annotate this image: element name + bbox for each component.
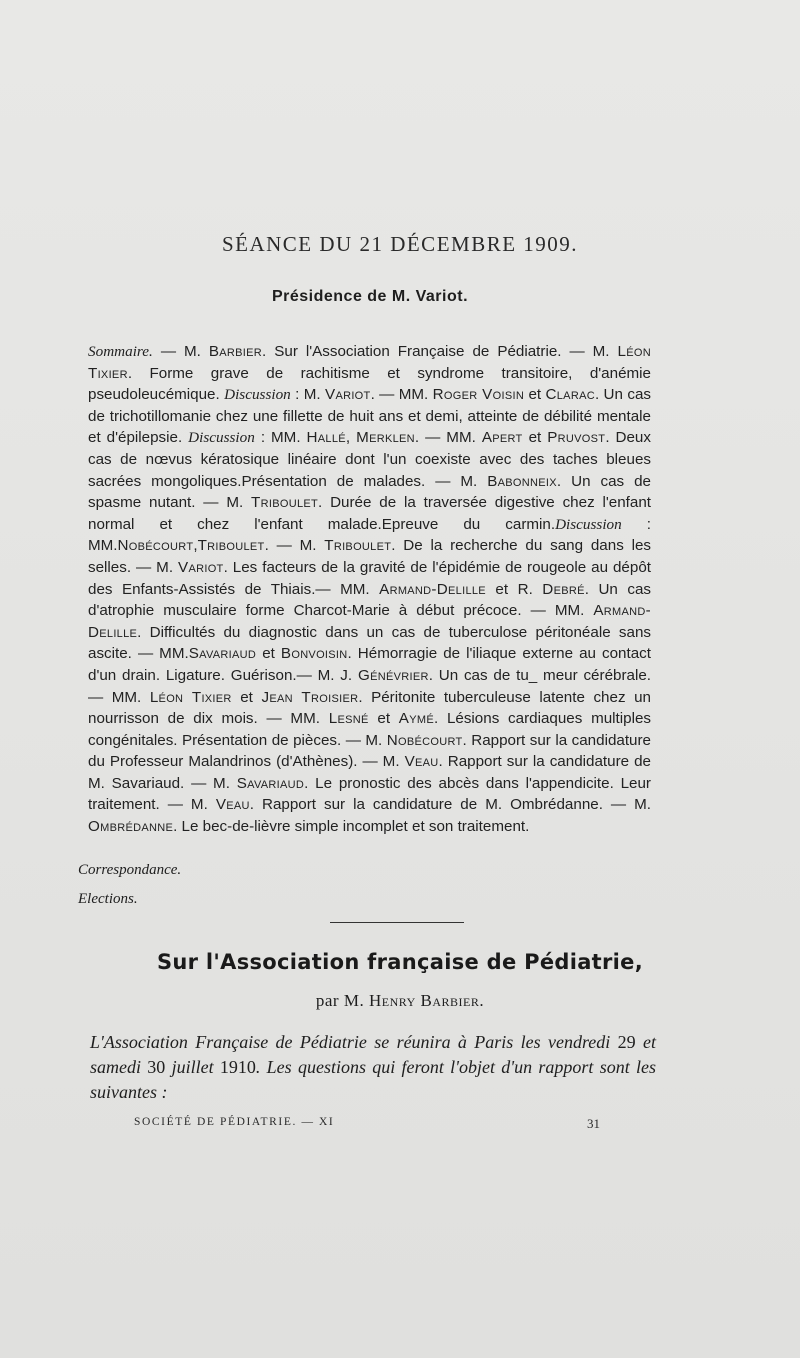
- sommaire-run: Pruvost: [547, 429, 606, 447]
- sommaire-run: et: [256, 645, 281, 663]
- byline-author: Henry Barbier.: [368, 991, 485, 1010]
- sommaire-run: Savariaud: [236, 774, 305, 792]
- sommaire-run: Armand-Delille: [379, 580, 486, 598]
- sommaire-run: Discussion: [224, 386, 291, 404]
- sommaire-run: . Forme grave de rachitisme et syndrome transitoire, d'anémie pseudoleucémique.: [88, 364, 651, 404]
- byline: [0, 991, 800, 1011]
- sommaire-run: : MM.: [254, 429, 307, 447]
- sommaire-run: Savariaud: [188, 645, 257, 663]
- sommaire-run: . De la recherche du sang dans les selles. — M.: [88, 537, 651, 576]
- sommaire-run: . — MM.: [414, 429, 482, 447]
- sommaire-run: : M.: [290, 386, 326, 404]
- seance-title: SÉANCE DU 21 DÉCEMBRE 1909.: [221, 232, 579, 256]
- sommaire-run: Sommaire.: [88, 343, 153, 360]
- sommaire-run: Triboulet: [251, 494, 319, 512]
- sommaire-run: Triboulet: [197, 537, 265, 555]
- sommaire-run: . Le bec-de-lièvre simple incomplet et son traitement.: [173, 818, 530, 836]
- sommaire-run: . Péritonite tuberculeuse latente chez un nourrisson de dix mois. — MM.: [88, 688, 651, 728]
- sommaire-run: . Un cas de trichotillomanie chez une fillette de huit ans et demi, atteinte de débilité mentale et d'épilepsie.: [88, 386, 651, 447]
- sommaire-run: : MM.: [88, 515, 651, 555]
- sommaire-run: Discussion: [188, 429, 255, 447]
- correspondance-label: Correspondance.: [78, 862, 182, 878]
- sommaire-run: Apert: [481, 429, 523, 447]
- sommaire-run: . Rapport sur la candidature du Professeur Malandrinos (d'Athènes). — M.: [88, 731, 652, 771]
- sommaire-run: . Le pronostic des abcès dans l'appendicite. Leur traitement. — M.: [88, 774, 651, 814]
- sommaire-run: Clarac: [545, 386, 595, 404]
- body-run: juillet: [165, 1057, 220, 1077]
- sommaire-run: . Deux cas de nœvus kératosique linéaire dont l'un coexiste avec des taches bleues sacrées mongoliques.Présentation de malades. — M.: [88, 429, 651, 490]
- sommaire-run: . Durée de la traversée digestive chez l'enfant normal et chez l'enfant malade.Epreuve du carmin.: [88, 494, 652, 533]
- sommaire-run: Ombrédanne: [88, 818, 174, 836]
- sommaire-run: Roger Voisin: [432, 386, 525, 404]
- sommaire-run: . Difficultés du diagnostic dans un cas de tuberculose péritonéale sans ascite. — MM.: [88, 623, 651, 663]
- body-run: 1910: [219, 1057, 256, 1077]
- sommaire-run: . Lésions cardiaques multiples congénitales. Présentation de pièces. — M.: [88, 710, 652, 749]
- sommaire-run: Merklen: [356, 429, 415, 447]
- sommaire-run: Variot: [178, 558, 224, 576]
- sommaire-run: . Un cas d'atrophie musculaire forme Charcot-Marie à début précoce. — MM.: [88, 580, 651, 620]
- sommaire-run: . — MM.: [370, 386, 433, 404]
- body-run: et samedi: [90, 1032, 656, 1077]
- byline-prefix: par M.: [315, 991, 369, 1010]
- footer-journal: SOCIÉTÉ DE PÉDIATRIE. — XI: [134, 1116, 335, 1128]
- sommaire-run: . — M.: [264, 537, 325, 555]
- sommaire-run: Bonvoisin: [280, 645, 348, 663]
- sommaire-run: . Les facteurs de la gravité de l'épidémie de rougeole au dépôt des Enfants-Assistés de Thiais.— MM.: [88, 558, 651, 598]
- sommaire-run: . Sur l'Association Française de Pédiatrie. — M.: [262, 343, 618, 360]
- page-number: 31: [587, 1116, 600, 1131]
- sommaire-run: Lesné: [328, 710, 369, 728]
- sommaire-run: Armand-Delille: [88, 602, 651, 641]
- sommaire-run: . Hémorragie de l'iliaque externe au contact d'un drain. Ligature. Guérison.— M. J.: [88, 645, 651, 684]
- sommaire-run: Discussion: [555, 515, 622, 533]
- body-run: . Les questions qui feront l'objet d'un rapport sont les suivantes :: [90, 1057, 657, 1102]
- sommaire-run: . Rapport sur la candidature de M. Ombrédanne. — M.: [249, 796, 651, 814]
- sommaire-run: ,: [345, 429, 357, 447]
- sommaire-paragraph: [88, 341, 651, 838]
- sommaire-run: et: [522, 429, 548, 447]
- elections-label: Elections.: [78, 891, 138, 907]
- page-footer: [134, 1116, 600, 1131]
- sommaire-run: Triboulet: [324, 537, 392, 555]
- sommaire-run: Jean Troisier: [261, 688, 359, 706]
- presidence-heading: Présidence de M. Variot.: [271, 288, 469, 305]
- sommaire-run: . Un cas de spasme nutant. — M.: [88, 472, 651, 512]
- sommaire-run: et R.: [485, 580, 543, 598]
- sommaire-run: Variot: [325, 386, 371, 404]
- sommaire-run: . Un cas de tu_ meur cérébrale. — MM.: [88, 666, 652, 706]
- sommaire-run: et: [231, 688, 262, 706]
- section-divider: [330, 922, 464, 923]
- sommaire-run: Léon Tixier: [149, 688, 232, 706]
- sommaire-run: Léon Tixier: [88, 343, 651, 382]
- sommaire-run: et: [368, 710, 399, 728]
- sommaire-run: Nobécourt: [117, 537, 194, 555]
- sommaire-run: . Rapport sur la candidature de M. Savariaud. — M.: [88, 753, 651, 792]
- sommaire-run: Barbier: [208, 343, 263, 360]
- article-title: Sur l'Association française de Pédiatrie,: [156, 950, 643, 974]
- body-run: 30: [147, 1057, 166, 1077]
- sommaire-run: Debré: [542, 580, 585, 598]
- sommaire-run: Babonneix: [487, 472, 557, 490]
- sommaire-run: Aymé: [398, 710, 434, 728]
- sommaire-run: Veau: [215, 796, 250, 814]
- sommaire-run: ,: [193, 537, 198, 555]
- sommaire-run: — M.: [152, 343, 209, 360]
- body-paragraph: [90, 1030, 656, 1105]
- sommaire-run: et: [524, 386, 546, 404]
- body-run: L'Association Française de Pédiatrie se réunira à Paris les vendredi: [90, 1032, 618, 1052]
- sommaire-run: Nobécourt: [386, 731, 463, 749]
- sommaire-run: Génévrier: [357, 666, 429, 684]
- body-run: 29: [617, 1032, 636, 1052]
- sommaire-run: Veau: [404, 753, 439, 771]
- sommaire-run: Hallé: [306, 429, 346, 447]
